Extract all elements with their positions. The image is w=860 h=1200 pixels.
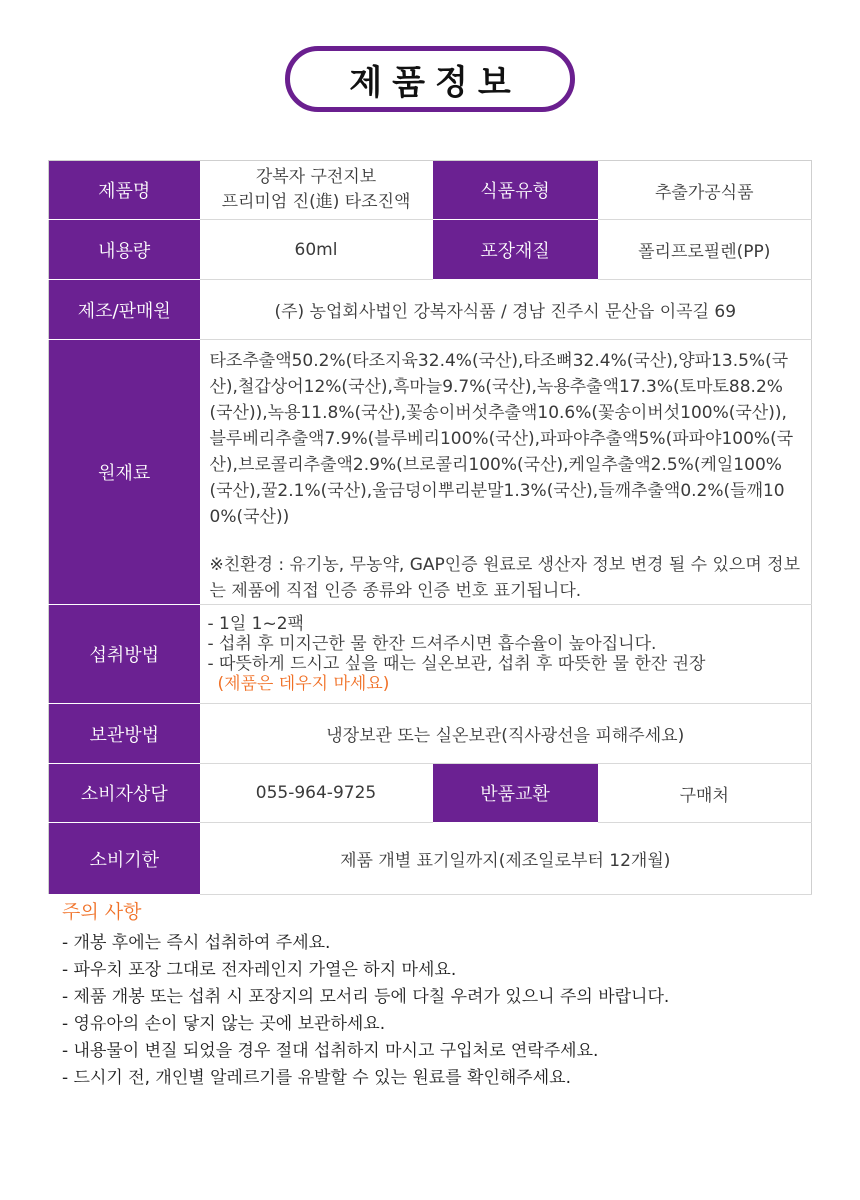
caution-section: [62, 897, 802, 1092]
caution-item: - 내용물이 변질 되었을 경우 절대 섭취하지 마시고 구입처로 연락주세요.: [62, 1041, 599, 1061]
caution-item: - 개봉 후에는 즉시 섭취하여 주세요.: [62, 933, 331, 953]
value-storage: 냉장보관 또는 실온보관(직사광선을 피해주세요): [200, 704, 812, 764]
value-intake: [200, 605, 812, 704]
caution-item: - 파우치 포장 그대로 전자레인지 가열은 하지 마세요.: [62, 960, 457, 980]
value-packaging: 폴리프로필렌(PP): [598, 220, 812, 280]
product-info-table: [48, 160, 812, 895]
label-volume: 내용량: [49, 220, 200, 280]
caution-item: - 드시기 전, 개인별 알레르기를 유발할 수 있는 원료를 확인해주세요.: [62, 1068, 571, 1088]
value-return: 구매처: [598, 764, 812, 823]
row-consult: [49, 764, 812, 823]
label-food-type: 식품유형: [433, 161, 598, 220]
value-food-type: 추출가공식품: [598, 161, 812, 220]
product-name-line1: 강복자 구전지보: [255, 167, 377, 187]
label-storage: 보관방법: [49, 704, 200, 764]
label-ingredients: 원재료: [49, 340, 200, 605]
row-ingredients: [49, 340, 812, 605]
value-consult: 055-964-9725: [200, 764, 433, 823]
label-consult: 소비자상담: [49, 764, 200, 823]
intake-warning: (제품은 데우지 마세요): [217, 674, 390, 694]
value-volume: 60ml: [200, 220, 433, 280]
label-product-name: 제품명: [49, 161, 200, 220]
label-expiry: 소비기한: [49, 823, 200, 895]
row-storage: [49, 704, 812, 764]
label-return: 반품교환: [433, 764, 598, 823]
row-volume: [49, 220, 812, 280]
ingredients-text: 타조추출액50.2%(타조지육32.4%(국산),타조뼈32.4%(국산),양파13.5%(국산),철갑상어12%(국산),흑마늘9.7%(국산),녹용추출액17.3%(토마토88.2%(국산)),녹용11.8%(국산),꽃송이버섯추출액10.6%(꽃송이버섯100%(국산)),블루베리추출액7.9%(블루베리100%(국산),파파야추출액5%(파파야100%(국산),브로콜리추출액2.9%(브로콜리100%(국산),케일추출액2.5%(케일100%(국산),꿀2.1%(국산),울금덩이뿌리분말1.3%(국산),들깨추출액0.2%(들깨100%(국산)): [209, 351, 794, 527]
value-maker: (주) 농업회사법인 강복자식품 / 경남 진주시 문산읍 이곡길 69: [200, 280, 812, 340]
intake-line2: - 섭취 후 미지근한 물 한잔 드셔주시면 흡수율이 높아집니다.: [207, 634, 657, 654]
row-intake: [49, 605, 812, 704]
label-maker: 제조/판매원: [49, 280, 200, 340]
value-ingredients: [200, 340, 812, 605]
label-packaging: 포장재질: [433, 220, 598, 280]
label-intake: 섭취방법: [49, 605, 200, 704]
intake-line1: - 1일 1~2팩: [207, 614, 304, 634]
ingredients-note: ※친환경 : 유기농, 무농약, GAP인증 원료로 생산자 정보 변경 될 수 있으며 정보는 제품에 직접 인증 종류와 인증 번호 표기됩니다.: [209, 555, 800, 601]
product-name-line2: 프리미엄 진(進) 타조진액: [221, 192, 411, 212]
row-maker: [49, 280, 812, 340]
row-expiry: [49, 823, 812, 895]
row-product-name: [49, 161, 812, 220]
value-product-name: [200, 161, 433, 220]
value-expiry: 제품 개별 표기일까지(제조일로부터 12개월): [200, 823, 812, 895]
caution-item: - 영유아의 손이 닿지 않는 곳에 보관하세요.: [62, 1014, 386, 1034]
intake-line3: - 따뜻하게 드시고 싶을 때는 실온보관, 섭취 후 따뜻한 물 한잔 권장: [207, 654, 706, 674]
caution-item: - 제품 개봉 또는 섭취 시 포장지의 모서리 등에 다칠 우려가 있으니 주의 바랍니다.: [62, 987, 670, 1007]
page-title: 제품정보: [285, 46, 575, 112]
caution-title: 주의 사항: [62, 901, 142, 923]
